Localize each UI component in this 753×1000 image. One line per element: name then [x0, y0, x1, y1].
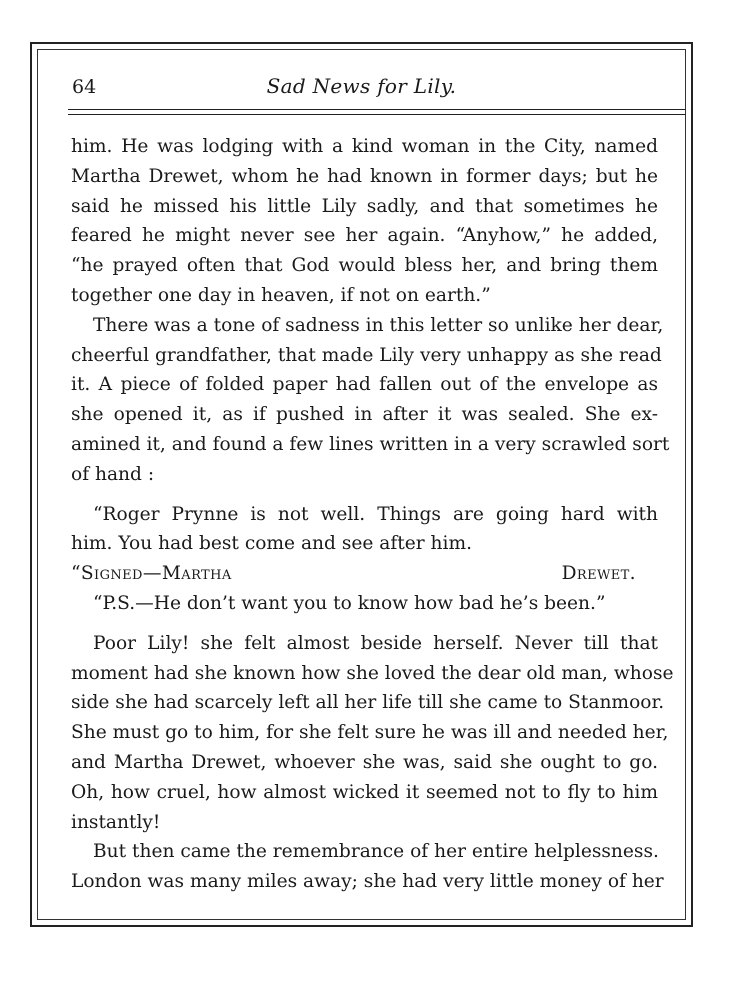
text-line: instantly! [71, 811, 161, 833]
text-line: said he missed his little Lily sadly, and that sometimes he [71, 195, 658, 217]
text-line: “he prayed often that God would bless her, and bring them [71, 255, 658, 277]
text-line: There was a tone of sadness in this letter so unlike her dear, [93, 314, 664, 336]
text-line: Oh, how cruel, how almost wicked it seemed not to fly to him [71, 781, 658, 803]
text-line: But then came the remembrance of her entire helplessness. [93, 841, 659, 863]
running-title: Sad News for Lily. [266, 74, 457, 98]
text-line: London was many miles away; she had very little money of her [71, 871, 664, 893]
text-line: and Martha Drewet, whoever she was, said she ought to go. [71, 751, 658, 773]
text-line: “Roger Prynne is not well. Things are going hard with [93, 503, 658, 525]
header-rule [68, 109, 686, 110]
text-line: feared he might never see her again. “Anyhow,” he added, [71, 225, 658, 247]
paragraph [71, 311, 670, 490]
page-number: 64 [72, 76, 97, 98]
text-line: him. You had best come and see after him. [71, 533, 473, 555]
text-line: cheerful grandfather, that made Lily very unhappy as she read [71, 344, 662, 366]
paragraph [71, 132, 658, 311]
text-line: of hand : [71, 463, 155, 485]
text-line: she opened it, as if pushed in after it was sealed. She ex- [71, 404, 658, 426]
body-text [71, 132, 674, 897]
text-line: it. A piece of folded paper had fallen out of the envelope as [71, 374, 658, 396]
paragraph [71, 837, 664, 897]
page-header [37, 70, 686, 106]
text-line: Poor Lily! she felt almost beside herself. Never till that [93, 632, 658, 654]
text-line: Martha Drewet, whom he had known in former days; but he [71, 165, 658, 187]
paragraph [71, 629, 674, 838]
note-signature: “Signed—Martha Drewet. [71, 563, 636, 585]
text-line: him. He was lodging with a kind woman in the City, named [71, 136, 658, 157]
text-line: amined it, and found a few lines written in a very scrawled sort [71, 433, 670, 455]
header-rule [68, 114, 686, 115]
quoted-note [71, 500, 658, 619]
text-line: side she had scarcely left all her life till she came to Stanmoor. [71, 692, 665, 714]
text-line: She must go to him, for she felt sure he was ill and needed her, [71, 722, 669, 744]
text-line: moment had she known how she loved the dear old man, whose [71, 662, 674, 684]
text-line: together one day in heaven, if not on earth.” [71, 284, 491, 306]
note-postscript: “P.S.—He don’t want you to know how bad he’s been.” [93, 592, 606, 614]
